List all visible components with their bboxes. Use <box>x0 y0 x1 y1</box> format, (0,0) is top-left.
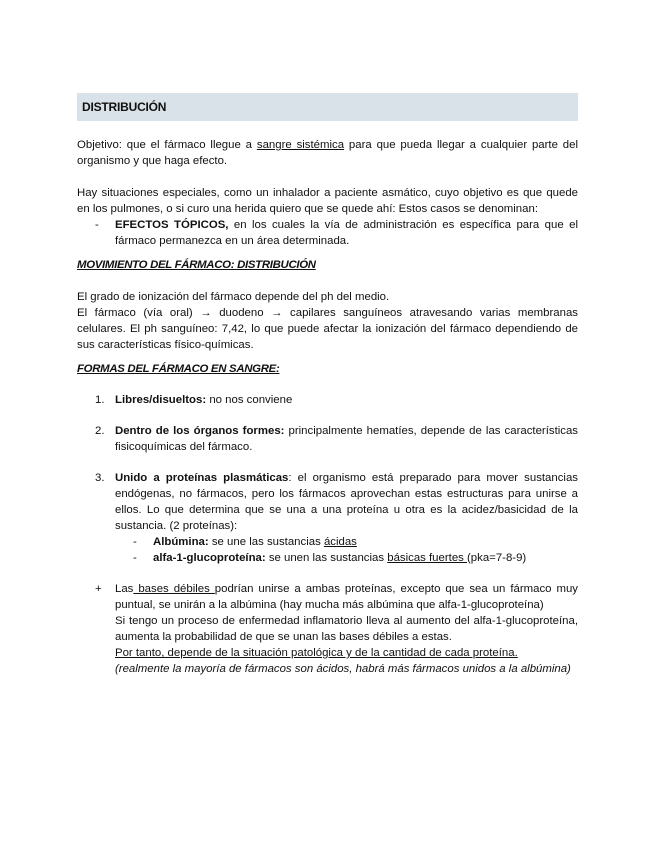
oral-route-c: capilares sanguíneos atravesando varias membranas celulares. El ph sanguíneo: 7,42, lo que puede afectar la ionización del fármaco dependiendo de sus características físico-químicas. <box>77 307 578 351</box>
sub-1-underlined: ácidas <box>323 536 357 548</box>
objective-paragraph <box>77 137 578 169</box>
sub-2-post: (pka=7-8-9) <box>467 552 527 564</box>
objective-text-end: para que pueda llegar a cualquier parte del organismo y que haga efecto. <box>77 139 578 167</box>
item-3-text: : el organismo está preparado para mover sustancias endógenas, no fármacos, pero los fármacos aprovechan estas estructuras para unirse a ellos. Lo que determina que se una a una proteína u otra es la acidez/basicidad de la sustancia. (2 proteínas): <box>115 472 578 532</box>
sub-item-albumina <box>133 534 578 550</box>
sub-item-glucoproteina <box>133 550 578 566</box>
list-item-3 <box>77 470 578 534</box>
list-item-2 <box>77 423 578 455</box>
list-number: 1. <box>95 394 105 406</box>
ionization-paragraph: El grado de ionización del fármaco depende del ph del medio. <box>77 291 390 303</box>
dash-marker: - <box>95 219 99 231</box>
plus-underlined: bases débiles <box>133 583 215 595</box>
item-1-bold: Libres/disueltos: <box>115 394 207 406</box>
arrow-right-icon: → <box>200 307 212 319</box>
oral-route-a: El fármaco (vía oral) <box>77 307 201 319</box>
dash-marker: - <box>133 552 137 564</box>
section-title-movimiento: MOVIMIENTO DEL FÁRMACO: DISTRIBUCIÓN <box>77 259 316 271</box>
oral-route-paragraph <box>77 305 578 353</box>
list-item-1 <box>77 392 578 408</box>
really-note: (realmente la mayoría de fármacos son ácidos, habrá más fármacos unidos a la albúmina) <box>115 663 571 675</box>
arrow-right-icon: → <box>271 307 283 319</box>
topical-effects-item <box>77 217 578 249</box>
inflammation-paragraph: Si tengo un proceso de enfermedad inflamatorio lleva al aumento del alfa-1-glucoproteína, aumenta la probabilidad de que se unan las bases débiles a estas. <box>115 615 578 643</box>
oral-route-b: duodeno <box>211 307 272 319</box>
topical-effects-text: en los cuales la vía de administración es específica para que el fármaco permanezca en un área determinada. <box>115 219 578 247</box>
topical-effects-bold: EFECTOS TÓPICOS, <box>115 219 229 231</box>
sub-2-bold: alfa-1-glucoproteína: <box>153 552 266 564</box>
item-3-bold: Unido a proteínas plasmáticas <box>115 472 289 484</box>
list-number: 3. <box>95 472 105 484</box>
list-number: 2. <box>95 425 105 437</box>
section-title-formas: FORMAS DEL FÁRMACO EN SANGRE: <box>77 363 280 375</box>
item-1-text: no nos conviene <box>206 394 293 406</box>
plus-pre: Las <box>115 583 134 595</box>
sub-2-text: se unen las sustancias <box>265 552 388 564</box>
sub-1-bold: Albúmina: <box>153 536 209 548</box>
sub-2-underlined: básicas fuertes <box>387 552 468 564</box>
page-title: DISTRIBUCIÓN <box>77 93 578 121</box>
special-situations-paragraph: Hay situaciones especiales, como un inhalador a paciente asmático, cuyo objetivo es que quede en los pulmones, o si curo una herida quiero que se quede ahí: Estos casos se denominan: <box>77 187 578 215</box>
item-2-bold: Dentro de los órganos formes: <box>115 425 285 437</box>
plus-text: podrían unirse a ambas proteínas, excepto que sea un fármaco muy puntual, se unirán a la albúmina (hay mucha más albúmina que alfa-1-glucoproteína) <box>115 583 578 611</box>
item-2-text: principalmente hematíes, depende de las características fisicoquímicas del fármaco. <box>115 425 578 453</box>
document-page <box>77 93 578 677</box>
objective-text: Objetivo: que el fármaco llegue a <box>77 139 257 151</box>
dash-marker: - <box>133 536 137 548</box>
sub-1-text: se une las sustancias <box>208 536 324 548</box>
objective-underlined: sangre sistémica <box>256 139 345 151</box>
therefore-paragraph: Por tanto, depende de la situación patológica y de la cantidad de cada proteína. <box>115 647 518 659</box>
plus-item <box>77 581 578 677</box>
plus-marker: + <box>95 583 102 595</box>
